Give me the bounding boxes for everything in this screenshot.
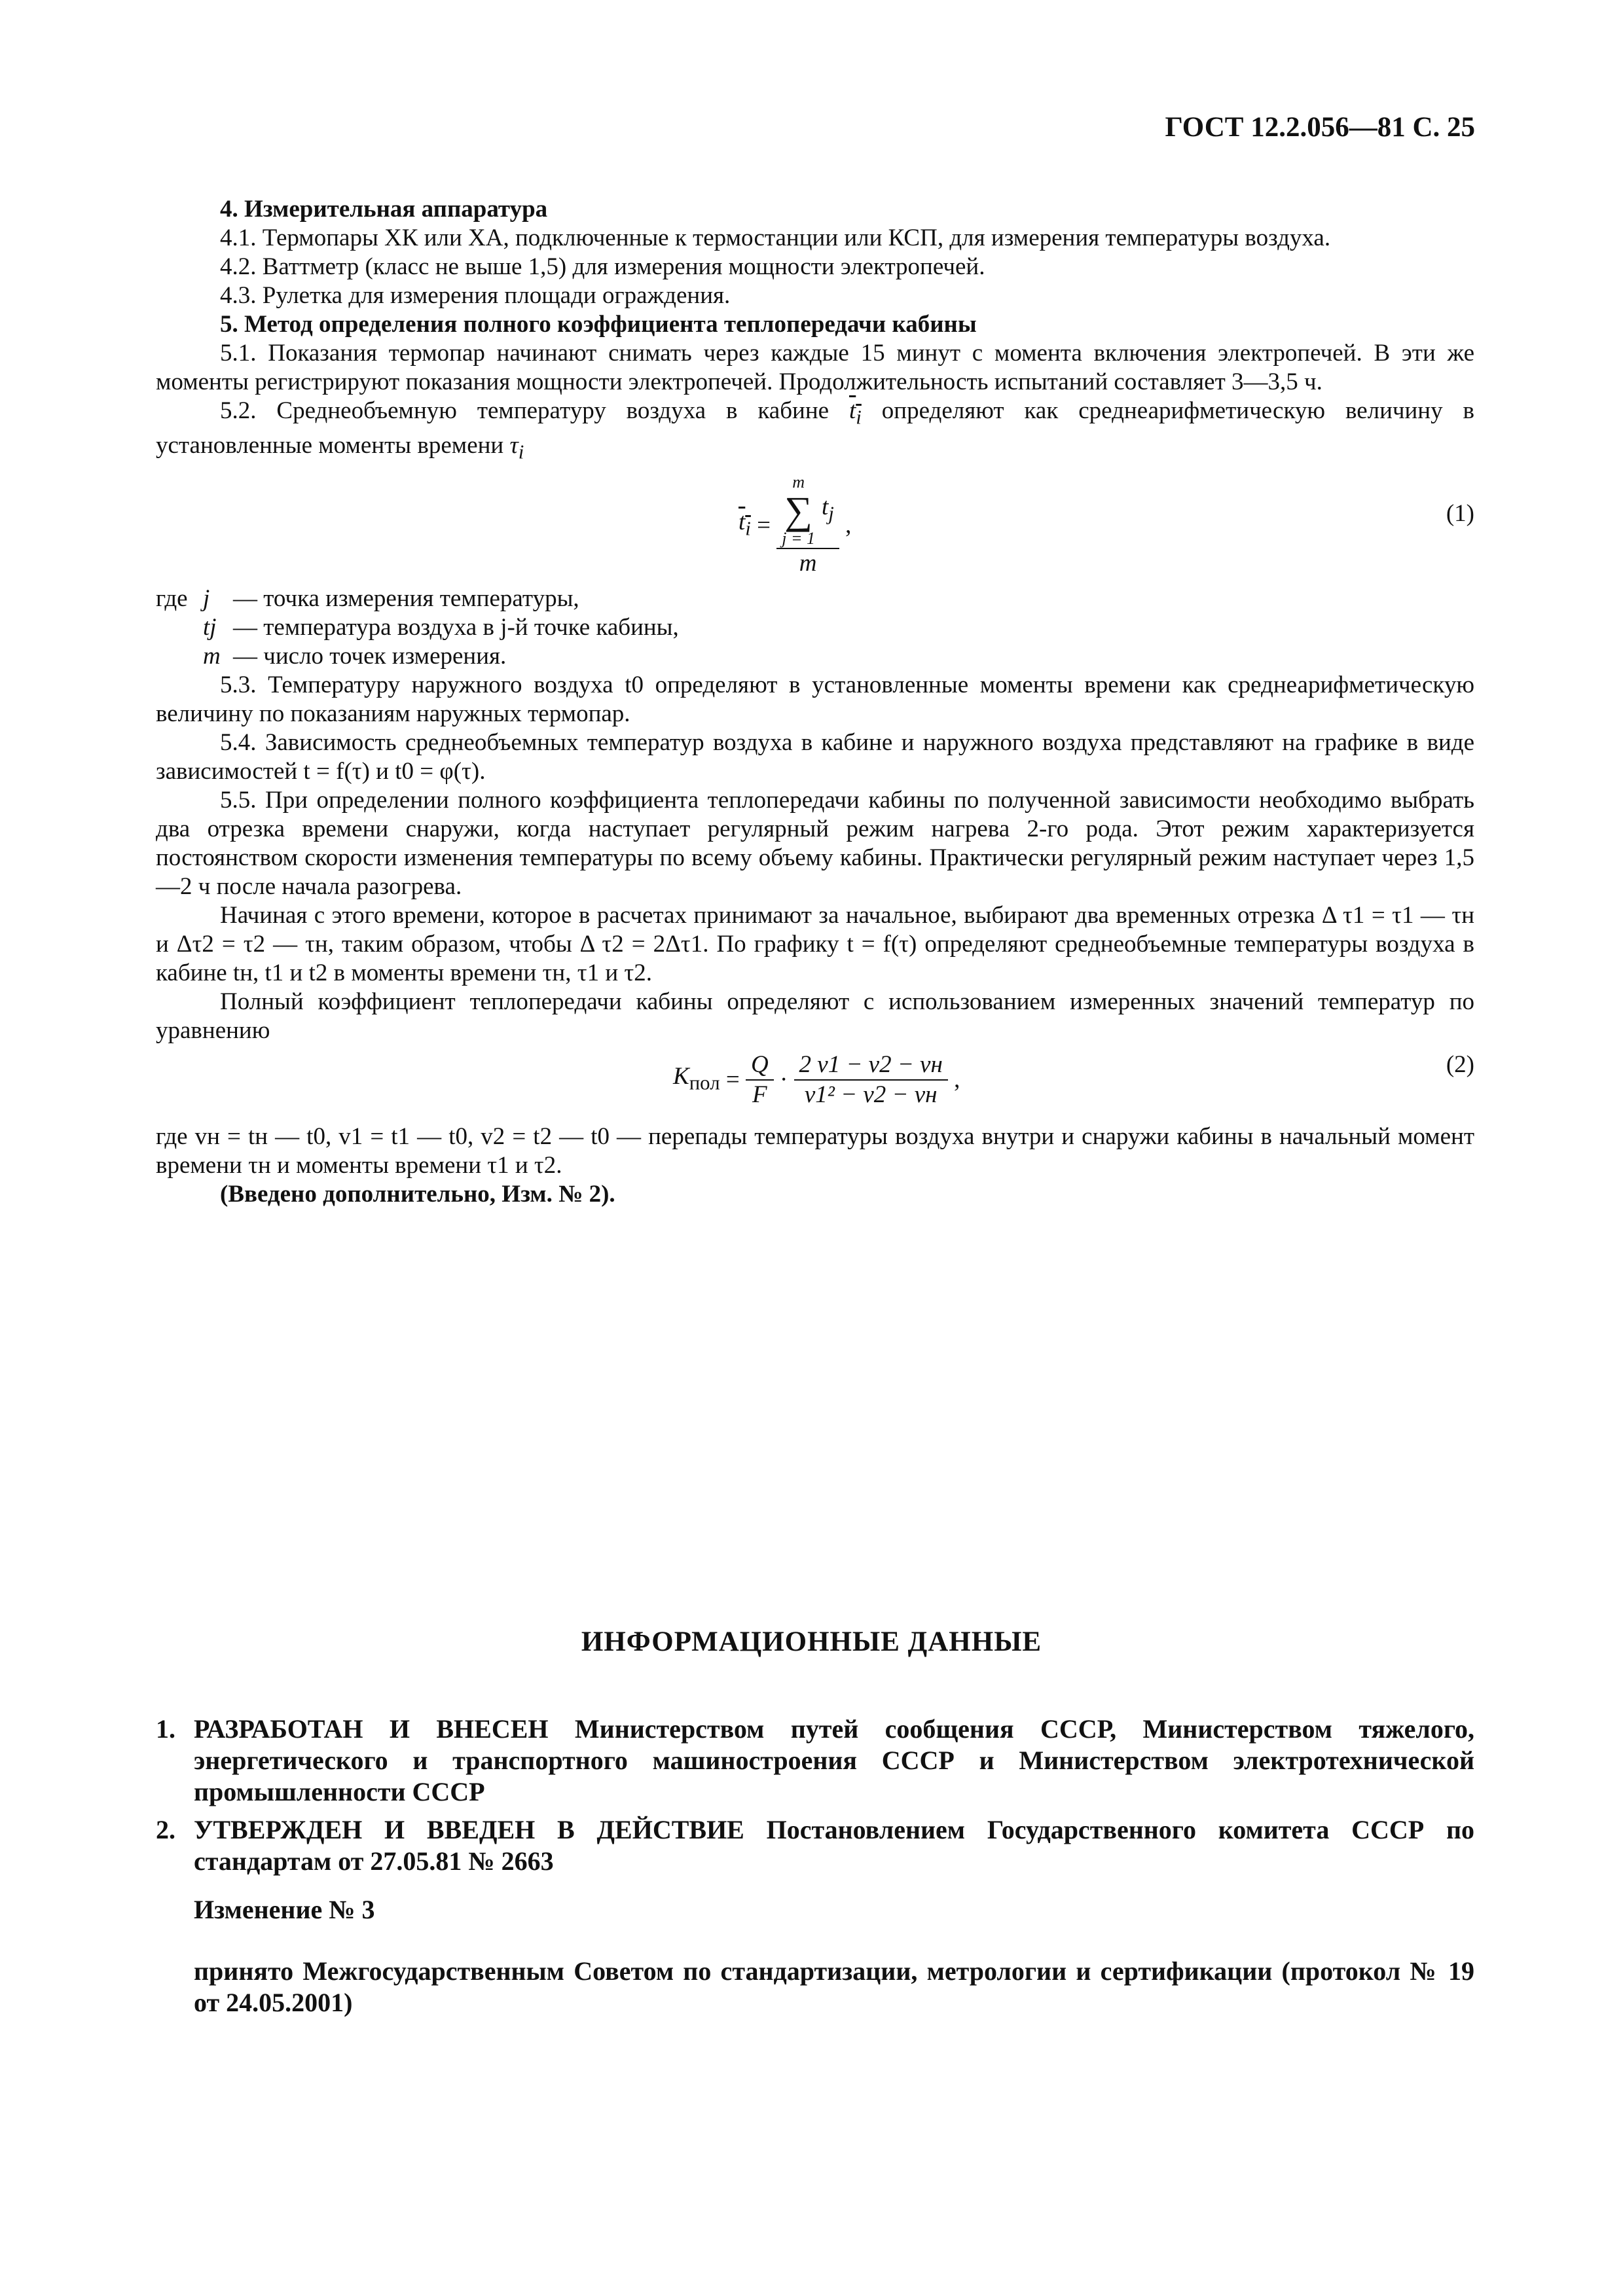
formula-1-number: (1) <box>1446 499 1474 527</box>
main-text <box>156 195 1474 1209</box>
formula-1: $t_i$ = m ∑ j = 1 $t_j$ m , (1) <box>739 472 1474 577</box>
where-row: tj — температура воздуха в j-й точке кабины, <box>203 613 679 641</box>
para-5-3: 5.3. Температуру наружного воздуха t0 определяют в установленные моменты времени как среднеарифметическую величину по показаниям наружных термопар. <box>156 671 1474 727</box>
amendment-note: (Введено дополнительно, Изм. № 2). <box>220 1180 615 1208</box>
formula-1-fraction: m ∑ j = 1 $t_j$ m <box>776 473 839 578</box>
where-list <box>156 584 679 671</box>
sum-bottom: j = 1 <box>782 528 816 548</box>
para-5-1: 5.1. Показания термопар начинают снимать через каждые 15 минут с момента включения электропечей. В эти же моменты регистрируют показания мощности электропечей. Продолжительность испытаний составляет 3—3,5 ч. <box>156 340 1474 395</box>
formula-2: $K_{пол}$ = $\frac{Q}{F}$ · $\frac{2 v1 - v2 - vн}{\text{v1² − v2 − vн}}$ , (2) <box>673 1050 1474 1108</box>
sum-symbol: ∑ <box>784 488 813 532</box>
formula-2-q-over-f: $\frac{Q}{F}$ <box>746 1050 774 1109</box>
para-5-2-part-b: определяют как среднеарифметическую величину в установленные моменты времени <box>156 397 1475 459</box>
para-5-7: Полный коэффициент теплопередачи кабины определяют с использованием измеренных значений температур по уравнению <box>156 988 1474 1044</box>
para-5-4: 5.4. Зависимость среднеобъемных температур воздуха в кабине и наружного воздуха представляют на графике в виде зависимостей t = f(τ) и t0 = φ(τ). <box>156 728 1474 785</box>
para-4-3: 4.3. Рулетка для измерения площади ограждения. <box>220 282 731 309</box>
change-text: принято Межгосударственным Советом по стандартизации, метрологии и сертификации (протокол № 19 от 24.05.2001) <box>194 1956 1474 2017</box>
formula-1-denominator: m <box>799 549 817 577</box>
info-item-1: 1. РАЗРАБОТАН И ВНЕСЕН Министерством путей сообщения СССР, Министерством тяжелого, энергетического и транспортного машиностроения СССР и Министерством электротехнической промышленности СССР <box>156 1714 1474 1806</box>
tau-i-symbol: $\tau_i$ <box>509 432 524 463</box>
page-header: ГОСТ 12.2.056—81 С. 25 <box>1165 112 1475 143</box>
formula-2-fraction: $\frac{2 v1 - v2 - vн}{\text{v1² − v2 − vн}}$ <box>794 1050 948 1109</box>
para-4-1: 4.1. Термопары ХК или ХА, подключенные к термостанции или КСП, для измерения температуры воздуха. <box>220 224 1331 251</box>
sum-top: m <box>792 472 805 492</box>
info-item-2: 2. УТВЕРЖДЕН И ВВЕДЕН В ДЕЙСТВИЕ Постановлением Государственного комитета СССР по стандартам от 27.05.81 № 2663 <box>156 1815 1474 1876</box>
section-5-title: 5. Метод определения полного коэффициента теплопередачи кабины <box>220 311 977 338</box>
para-5-5: 5.5. При определении полного коэффициента теплопередачи кабины по полученной зависимости необходимо выбрать два отрезка времени снаружи, когда наступает регулярный режим нагрева 2-го рода. Этот режим характеризуется постоянством скорости изменения температуры по всему объему кабины. Практически регулярный режим наступает через 1,5—2 ч после начала разогрева. <box>156 786 1474 900</box>
where-row: где j — точка измерения температуры, <box>156 584 579 612</box>
para-5-2 <box>156 397 1474 467</box>
formula-2-number: (2) <box>1446 1050 1474 1078</box>
para-5-6: Начиная с этого времени, которое в расчетах принимают за начальное, выбирают два временных отрезка Δ τ1 = τ1 — τн и Δτ2 = τ2 — τн, таким образом, чтобы Δ τ2 = 2Δτ1. По графику t = f(τ) определяют среднеобъемные температуры воздуха в кабине tн, t1 и t2 в моменты времени τн, τ1 и τ2. <box>156 901 1474 986</box>
change-title: Изменение № 3 <box>194 1895 375 1924</box>
para-5-2-part-a: 5.2. Среднеобъемную температуру воздуха в кабине <box>220 397 830 424</box>
para-4-2: 4.2. Ваттметр (класс не выше 1,5) для измерения мощности электропечей. <box>220 253 985 280</box>
info-section-title: ИНФОРМАЦИОННЫЕ ДАННЫЕ <box>581 1626 1042 1657</box>
para-5-8: где vн = tн — t0, v1 = t1 — t0, v2 = t2 — t0 — перепады температуры воздуха внутри и снаружи кабины в начальный момент времени τн и моменты времени τ1 и τ2. <box>156 1122 1474 1179</box>
section-4-title: 4. Измерительная аппаратура <box>220 196 548 223</box>
where-row: m — число точек измерения. <box>203 642 507 670</box>
t-i-symbol: $t_i$ <box>848 397 862 429</box>
info-section <box>156 1713 1474 2018</box>
